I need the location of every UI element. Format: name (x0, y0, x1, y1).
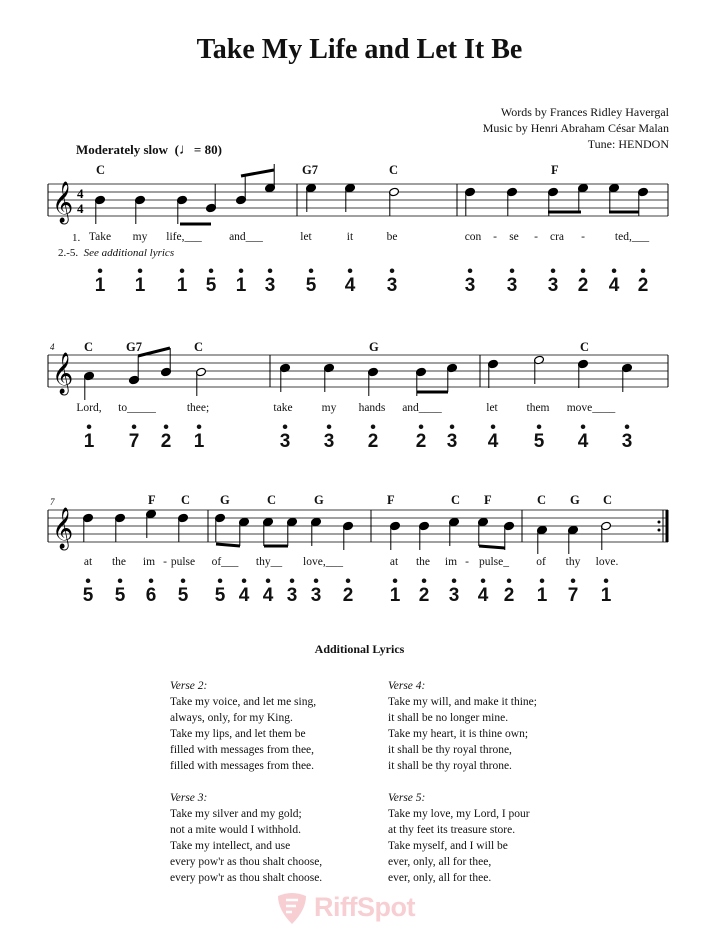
note-beam (216, 544, 240, 546)
verse-line: it shall be no longer mine. (388, 712, 509, 724)
lyric-syllable: and____ (402, 402, 442, 414)
harmonica-hole-number: • 3 (464, 263, 476, 296)
verse-label-1: 1. (72, 232, 81, 244)
harmonica-hole-number: • 3 (323, 419, 335, 452)
quarter-note-icon: ♩ (178, 142, 194, 158)
lyric-syllable: them (526, 402, 550, 414)
harmonica-hole-number: • 2 (415, 419, 427, 452)
lyric-syllable: - (163, 556, 167, 568)
lyric-syllable: ted,___ (614, 231, 650, 243)
verse-line: not a mite would I withhold. (170, 824, 301, 836)
harmonica-hole-number: • 1 (600, 573, 612, 606)
lyric-syllable: thee; (186, 402, 210, 414)
chord-symbol: G (369, 340, 379, 354)
harmonica-hole-number: • 5 (205, 263, 217, 296)
verse-line: Take my heart, it is thine own; (388, 728, 529, 740)
harmonica-hole-number: • 2 (577, 263, 589, 296)
tempo-value: = 80 (193, 142, 218, 157)
harmonica-hole-number: • 4 (344, 263, 356, 296)
harmonica-hole-number: • 4 (238, 573, 250, 606)
harmonica-hole-number: • 6 (145, 573, 157, 606)
lyric-syllable: pulse (170, 556, 196, 568)
verse-line: always, only, for my King. (170, 712, 293, 724)
harmonica-hole-number: • 1 (193, 419, 205, 452)
lyric-syllable: my (321, 402, 337, 414)
lyric-syllable: hands (358, 402, 386, 414)
verse-2 (170, 678, 370, 774)
lyric-syllable: love. (595, 556, 619, 568)
harmonica-hole-number: • 2 (418, 573, 430, 606)
verse-5 (388, 790, 588, 886)
verse-line: Take my love, my Lord, I pour (388, 808, 530, 820)
verse-heading: Verse 4: (388, 680, 426, 692)
lyric-syllable: - (493, 231, 497, 243)
harmonica-hole-number: • 4 (487, 419, 499, 452)
lyric-syllable: my (132, 231, 148, 243)
harmonica-hole-number: • 1 (235, 263, 247, 296)
logo-text: RiffSpot (314, 892, 415, 922)
lyric-syllable: con (464, 231, 482, 243)
lyric-syllable: be (386, 231, 398, 243)
verse-line: Take my intellect, and use (170, 840, 291, 852)
harmonica-hole-number: • 3 (310, 573, 322, 606)
chord-symbol: C (96, 163, 106, 177)
harmonica-hole-number: • 7 (567, 573, 579, 606)
harmonica-hole-number: • 1 (536, 573, 548, 606)
song-title: Take My Life and Let It Be (196, 34, 523, 65)
verse-line: filled with messages from thee, (170, 744, 315, 756)
verse-line: Take my silver and my gold; (170, 808, 302, 820)
harmonica-hole-number: • 2 (637, 263, 649, 296)
lyric-syllable: im (444, 556, 458, 568)
verse-line: it shall be thy royal throne, (388, 744, 512, 756)
harmonica-hole-number: • 3 (547, 263, 559, 296)
chord-symbol: F (484, 493, 492, 507)
harmonica-hole-number: • 3 (506, 263, 518, 296)
harmonica-hole-number: • 3 (448, 573, 460, 606)
verse-3 (170, 790, 370, 886)
verse-line: Take my voice, and let me sing, (170, 696, 317, 708)
harmonica-hole-number: • 4 (477, 573, 489, 606)
verse-line: Take my will, and make it thine; (388, 696, 537, 708)
lyric-syllable: Lord, (76, 402, 102, 414)
note-beam (241, 170, 274, 176)
verse-heading: Verse 2: (170, 680, 208, 692)
harmonica-hole-number: • 5 (177, 573, 189, 606)
treble-clef-icon: 𝄞 (52, 508, 74, 549)
chord-symbol: C (267, 493, 277, 507)
lyric-syllable: Take (88, 231, 112, 243)
svg-text:4: 4 (77, 186, 84, 201)
lyric-syllable: - (581, 231, 585, 243)
lyric-syllable: at (389, 556, 399, 568)
harmonica-hole-number: • 5 (533, 419, 545, 452)
chord-symbol: G7 (126, 340, 142, 354)
lyric-syllable: move____ (566, 402, 616, 414)
chord-symbol: F (387, 493, 395, 507)
treble-clef-icon: 𝄞 (52, 353, 74, 394)
lyric-syllable: to_____ (118, 402, 156, 414)
harmonica-hole-number: • 3 (386, 263, 398, 296)
chord-symbol: C (389, 163, 399, 177)
harmonica-hole-number: • 5 (214, 573, 226, 606)
lyric-syllable: of (536, 556, 546, 568)
words-credit: Words by Frances Ridley Havergal (500, 105, 669, 119)
treble-clef-icon: 𝄞 (52, 182, 74, 223)
note-beam (479, 546, 505, 548)
verse-line: every pow'r as thou shalt choose, (170, 856, 323, 868)
lyric-syllable: cra (549, 231, 565, 243)
lyric-syllable: take (273, 402, 293, 414)
measure-number-4: 4 (50, 342, 55, 352)
lyric-syllable: thy__ (255, 556, 283, 568)
lyric-syllable: of___ (211, 556, 239, 568)
harmonica-hole-number: • 2 (342, 573, 354, 606)
additional-lyrics-title: Additional Lyrics (314, 642, 405, 656)
harmonica-hole-number: • 1 (176, 263, 188, 296)
verse-4 (388, 678, 588, 774)
chord-symbol: G (220, 493, 230, 507)
harmonica-hole-number: • 5 (82, 573, 94, 606)
verse-line: filled with messages from thee. (170, 760, 315, 772)
chord-symbol: G (314, 493, 324, 507)
tune-credit: Tune: HENDON (587, 137, 669, 151)
tempo-marking: Moderately slow (♩= 80) (76, 142, 222, 158)
lyric-syllable: at (83, 556, 93, 568)
chord-symbol: G7 (302, 163, 318, 177)
verse-line: Take my lips, and let them be (170, 728, 306, 740)
verse-line: ever, only, all for thee. (388, 872, 492, 884)
lyric-syllable: im (142, 556, 156, 568)
guitar-pick-icon (272, 888, 312, 928)
chord-symbol: C (194, 340, 204, 354)
lyric-syllable: the (415, 556, 431, 568)
lyric-syllable: love,___ (303, 556, 343, 568)
verse-heading: Verse 5: (388, 792, 426, 804)
harmonica-hole-number: • 5 (305, 263, 317, 296)
harmonica-hole-number: • 2 (503, 573, 515, 606)
harmonica-hole-number: • 3 (286, 573, 298, 606)
chord-symbol: C (84, 340, 94, 354)
harmonica-hole-number: • 4 (262, 573, 274, 606)
harmonica-hole-number: • 1 (83, 419, 95, 452)
harmonica-hole-number: • 3 (621, 419, 633, 452)
verse-line: Take myself, and I will be (388, 840, 508, 852)
chord-symbol: C (181, 493, 191, 507)
chord-symbol: F (551, 163, 559, 177)
verse-line: it shall be thy royal throne. (388, 760, 512, 772)
lyric-syllable: it (346, 231, 354, 243)
verse-line: ever, only, all for thee, (388, 856, 492, 868)
riffspot-logo (272, 888, 452, 928)
lyric-syllable: the (111, 556, 127, 568)
harmonica-hole-number: • 2 (367, 419, 379, 452)
music-credit: Music by Henri Abraham César Malan (482, 121, 669, 135)
lyric-syllable: life,___ (166, 231, 202, 243)
verse-line: at thy feet its treasure store. (388, 824, 516, 836)
lyric-syllable: se (509, 231, 519, 243)
tempo-label: Moderately slow (76, 142, 169, 157)
chord-symbol: C (603, 493, 613, 507)
chord-symbol: C (580, 340, 590, 354)
harmonica-hole-number: • 2 (160, 419, 172, 452)
chord-symbol: F (148, 493, 156, 507)
harmonica-hole-number: • 3 (264, 263, 276, 296)
harmonica-hole-number: • 4 (608, 263, 620, 296)
harmonica-hole-number: • 3 (446, 419, 458, 452)
harmonica-hole-number: • 1 (389, 573, 401, 606)
harmonica-hole-number: • 3 (279, 419, 291, 452)
lyric-syllable: let (486, 402, 498, 414)
verse-heading: Verse 3: (170, 792, 208, 804)
verse-line: every pow'r as thou shalt choose. (170, 872, 323, 884)
lyric-syllable: - (465, 556, 469, 568)
lyric-syllable: pulse_ (478, 556, 510, 568)
harmonica-hole-number: • 7 (128, 419, 140, 452)
chord-symbol: G (570, 493, 580, 507)
chord-symbol: C (537, 493, 547, 507)
svg-text:4: 4 (77, 201, 84, 216)
harmonica-hole-number: • 1 (94, 263, 106, 296)
lyric-syllable: thy (565, 556, 581, 568)
harmonica-hole-number: • 1 (134, 263, 146, 296)
lyric-syllable: - (534, 231, 538, 243)
verse-label-others: 2.-5. See additional lyrics (58, 247, 175, 259)
harmonica-hole-number: • 5 (114, 573, 126, 606)
chord-symbol: C (451, 493, 461, 507)
measure-number-7: 7 (50, 497, 55, 507)
lyric-syllable: and___ (229, 231, 263, 243)
lyric-syllable: let (300, 231, 312, 243)
staff-system-2 (48, 352, 668, 395)
notes-layer (83, 164, 649, 554)
harmonica-hole-number: • 4 (577, 419, 589, 452)
